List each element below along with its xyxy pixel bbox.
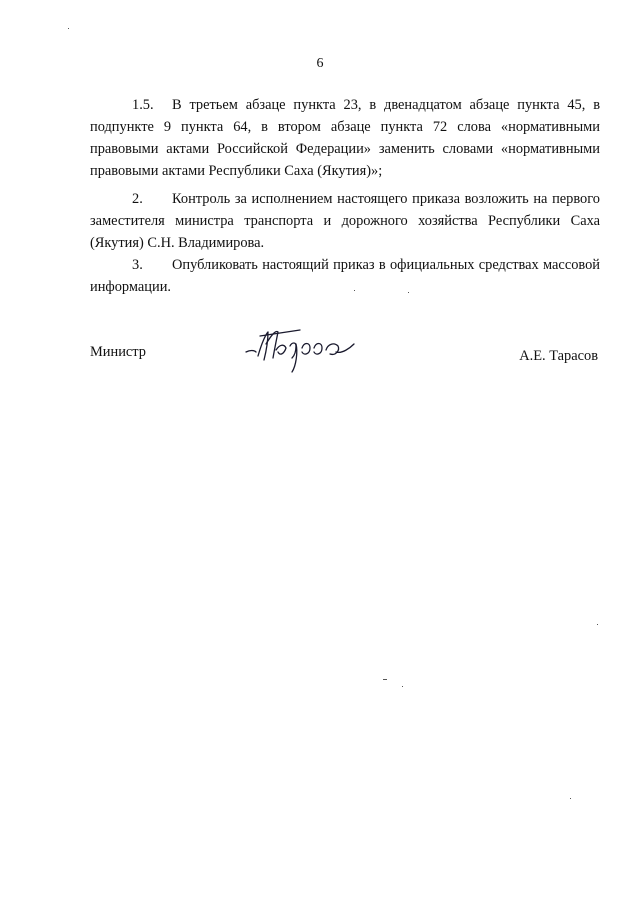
paragraph-text: Контроль за исполнением настоящего приказа возложить на первого заместителя министра транспорта и дорожного хозяйства Республики Саха (Якутия) С.Н. Владимирова. — [90, 191, 600, 251]
paragraph-number: 1.5. — [132, 97, 154, 113]
signatory-title: Министр — [90, 344, 146, 360]
paragraph-2 — [90, 188, 600, 254]
paragraph-3 — [90, 254, 600, 298]
paragraph-number: 3. — [132, 257, 143, 273]
paragraph-text: В третьем абзаце пункта 23, в двенадцатом абзаце пункта 45, в подпункте 9 пункта 64, в втором абзаце пункта 72 слова «нормативными правовыми актами Российской Федерации» заменить словами «нормативными правовыми актами Республики Саха (Якутия)»; — [90, 97, 600, 179]
signatory-name: А.Е. Тарасов — [519, 348, 598, 364]
paragraph-number: 2. — [132, 191, 143, 207]
handwritten-signature — [240, 322, 370, 374]
paragraph-text: Опубликовать настоящий приказ в официальных средствах массовой информации. — [90, 257, 600, 295]
paragraph-1-5 — [90, 94, 600, 182]
page-number: 6 — [316, 56, 324, 71]
